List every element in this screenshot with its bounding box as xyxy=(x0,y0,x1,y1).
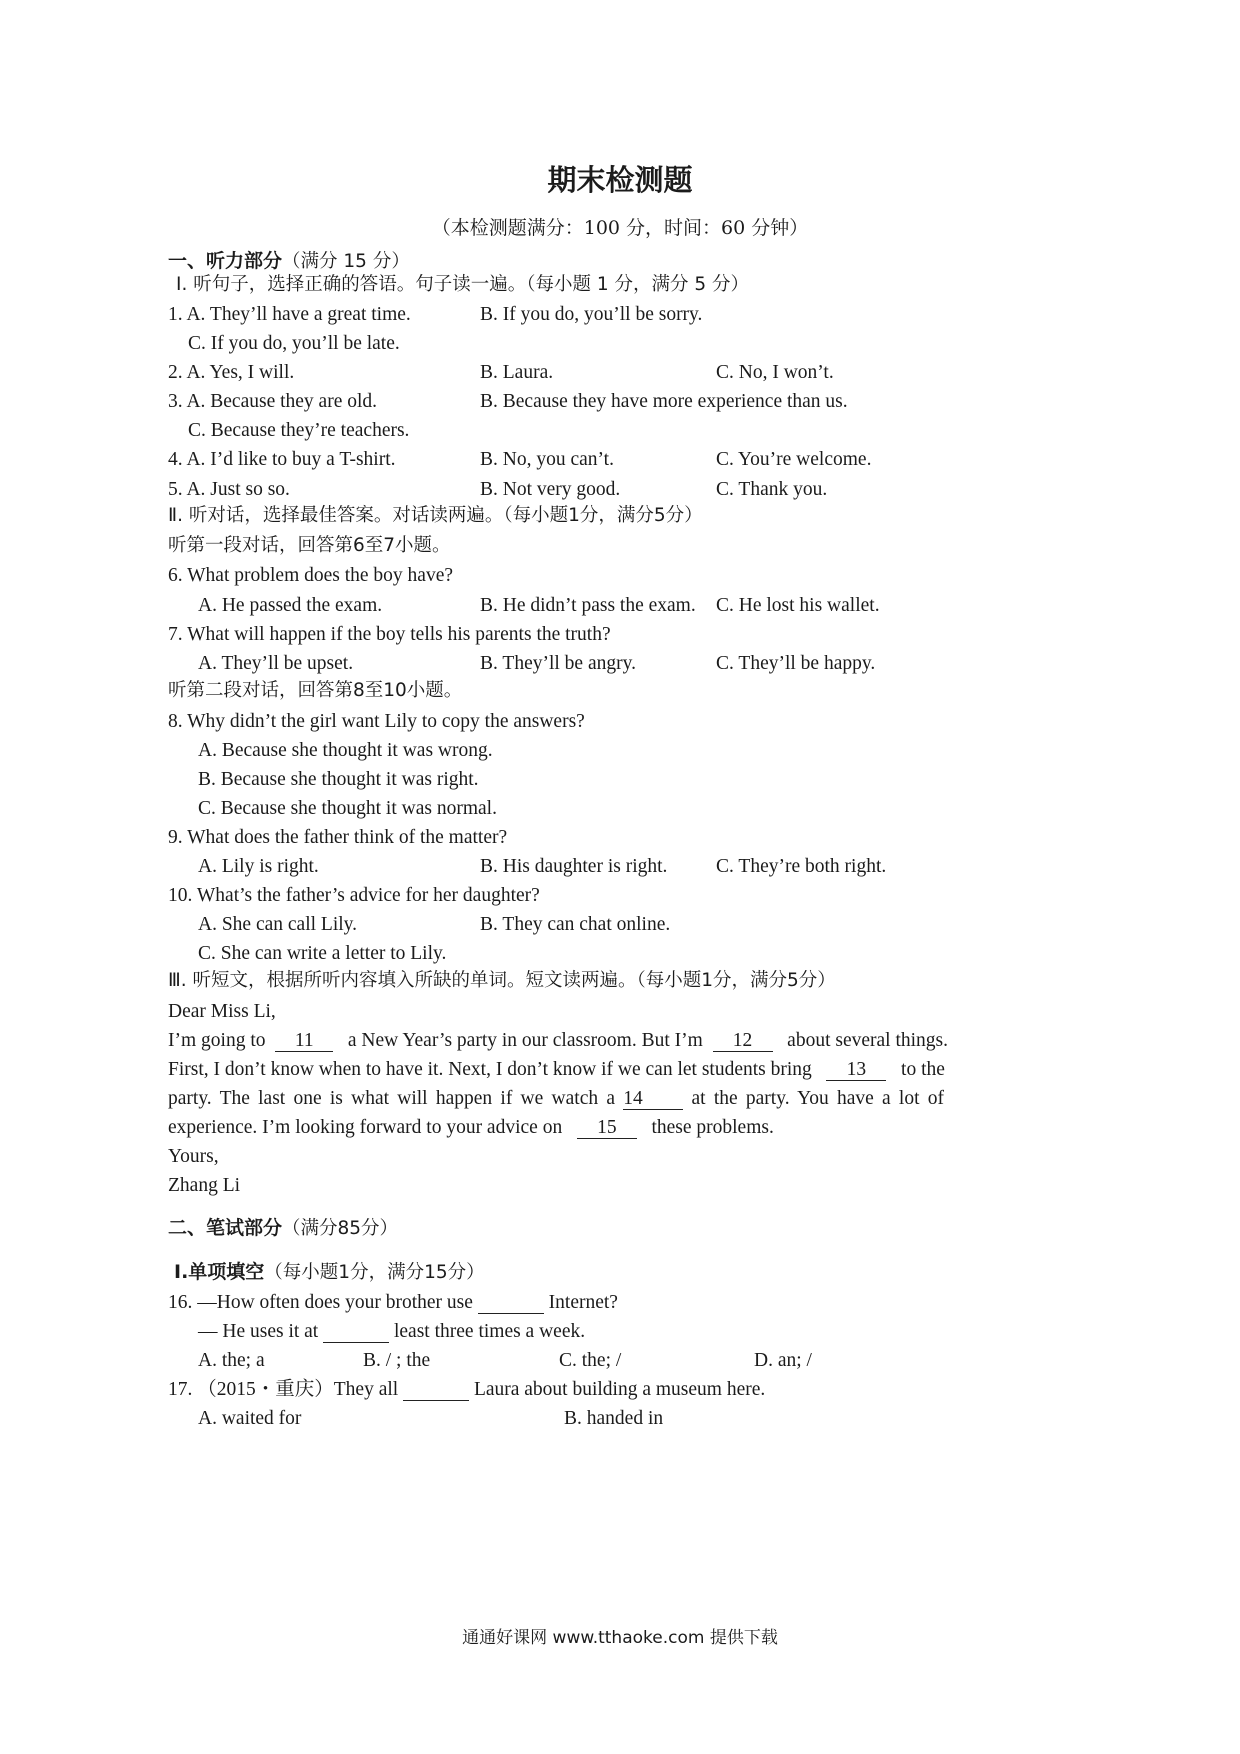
written-part1-heading-text: Ⅰ.单项填空 xyxy=(174,1261,265,1283)
letter-line-4 xyxy=(168,1118,774,1139)
q3-num-a xyxy=(168,392,377,412)
q7-question: 7. What will happen if the boy tells his parents the truth? xyxy=(168,624,611,645)
q7-option-a: A. They’ll be upset. xyxy=(198,653,354,674)
blank-14[interactable]: 14 xyxy=(623,1089,683,1110)
letter-signature: Zhang Li xyxy=(168,1175,241,1196)
letter-line-2 xyxy=(168,1060,945,1081)
q7-option-b: B. They’ll be angry. xyxy=(480,653,636,674)
q17-text: Laura about building a museum here. xyxy=(473,1379,766,1400)
q5-num-a xyxy=(168,480,290,500)
letter-greeting: Dear Miss Li, xyxy=(168,1001,276,1022)
page-subtitle: （本检测题满分：100 分，时间：60 分钟） xyxy=(431,217,809,239)
blank-15[interactable]: 15 xyxy=(577,1118,637,1139)
q8-option-b: B. Because she thought it was right. xyxy=(198,769,479,790)
letter-text: party. The last one is what will happen if we watch a xyxy=(168,1088,616,1109)
q16-text: — He uses it at xyxy=(198,1321,319,1342)
letter-line-1 xyxy=(168,1031,948,1052)
written-heading-text: 二、笔试部分 xyxy=(168,1217,283,1239)
letter-text: these problems. xyxy=(651,1117,774,1138)
q16-option-c: C. the; / xyxy=(559,1350,622,1371)
q2-num-a xyxy=(168,363,294,383)
q16-option-d: D. an; / xyxy=(754,1350,812,1371)
q6-question: 6. What problem does the boy have? xyxy=(168,565,454,586)
page-title: 期末检测题 xyxy=(547,163,693,197)
q5-option-b: B. Not very good. xyxy=(480,479,621,500)
q17-option-a: A. waited for xyxy=(198,1408,302,1429)
q16-text: Internet? xyxy=(548,1292,618,1313)
q1-option-c: C. If you do, you’ll be late. xyxy=(188,333,400,354)
written-part1-heading xyxy=(174,1263,485,1283)
q9-option-a: A. Lily is right. xyxy=(198,856,319,877)
q1-num: 1. xyxy=(168,304,183,325)
q8-option-a: A. Because she thought it was wrong. xyxy=(198,740,493,761)
q1-option-b: B. If you do, you’ll be sorry. xyxy=(480,304,703,325)
q2-option-a: A. Yes, I will. xyxy=(186,362,295,383)
q8-question: 8. Why didn’t the girl want Lily to copy the answers? xyxy=(168,711,585,732)
listening-heading-note: （满分 15 分） xyxy=(282,251,410,272)
q4-num: 4. xyxy=(168,449,183,470)
q10-option-c: C. She can write a letter to Lily. xyxy=(198,943,447,964)
q16-text: 16. —How often does your brother use xyxy=(168,1292,473,1313)
q9-question: 9. What does the father think of the matter? xyxy=(168,827,508,848)
q2-option-c: C. No, I won’t. xyxy=(716,362,834,383)
q9-option-c: C. They’re both right. xyxy=(716,856,887,877)
letter-text: to the xyxy=(901,1059,945,1080)
q3-option-b: B. Because they have more experience than us. xyxy=(480,391,848,412)
letter-text: at the party. You have a lot of xyxy=(691,1088,945,1109)
blank-16a[interactable] xyxy=(478,1293,544,1314)
q3-option-c: C. Because they’re teachers. xyxy=(188,420,410,441)
q2-num: 2. xyxy=(168,362,183,383)
q2-option-b: B. Laura. xyxy=(480,362,554,383)
q5-num: 5. xyxy=(168,479,183,500)
q10-option-a: A. She can call Lily. xyxy=(198,914,358,935)
q9-option-b: B. His daughter is right. xyxy=(480,856,668,877)
q3-option-a: A. Because they are old. xyxy=(186,391,378,412)
q1-option-a: A. They’ll have a great time. xyxy=(186,304,411,325)
part1-heading: Ⅰ. 听句子，选择正确的答语。句子读一遍。（每小题 1 分，满分 5 分） xyxy=(176,274,750,295)
blank-12[interactable]: 12 xyxy=(713,1031,773,1052)
q1-num-a xyxy=(168,305,411,325)
part3-heading: Ⅲ. 听短文，根据所听内容填入所缺的单词。短文读两遍。（每小题1分，满分5分） xyxy=(168,970,836,991)
q17-option-b: B. handed in xyxy=(564,1408,664,1429)
q16-option-a: A. the; a xyxy=(198,1350,265,1371)
blank-17[interactable] xyxy=(403,1380,469,1401)
letter-text: First, I don’t know when to have it. Next, I don’t know if we can let students bring xyxy=(168,1059,812,1080)
letter-line-3 xyxy=(168,1089,944,1110)
letter-text: a New Year’s party in our classroom. But I’m xyxy=(347,1030,703,1051)
q6-option-b: B. He didn’t pass the exam. xyxy=(480,595,696,616)
dialog1-intro: 听第一段对话，回答第6至7小题。 xyxy=(168,535,451,556)
q5-option-c: C. Thank you. xyxy=(716,479,828,500)
part2-heading: Ⅱ. 听对话，选择最佳答案。对话读两遍。（每小题1分，满分5分） xyxy=(168,505,703,526)
q4-option-b: B. No, you can’t. xyxy=(480,449,614,470)
q4-option-a: A. I’d like to buy a T-shirt. xyxy=(186,449,396,470)
q4-option-c: C. You’re welcome. xyxy=(716,449,872,470)
letter-closing: Yours, xyxy=(168,1146,219,1167)
written-heading xyxy=(168,1219,398,1239)
letter-text: about several things. xyxy=(787,1030,949,1051)
q16-line-1 xyxy=(168,1293,618,1314)
q16-text: least three times a week. xyxy=(393,1321,586,1342)
q17-text: 17. （2015・重庆）They all xyxy=(168,1379,399,1400)
q16-option-b: B. / ; the xyxy=(363,1350,431,1371)
q6-option-a: A. He passed the exam. xyxy=(198,595,383,616)
listening-heading-text: 一、听力部分 xyxy=(168,250,283,272)
listening-heading xyxy=(168,252,410,272)
q17-line-1 xyxy=(168,1380,765,1401)
q10-option-b: B. They can chat online. xyxy=(480,914,671,935)
page-footer: 通通好课网 www.tthaoke.com 提供下载 xyxy=(462,1628,778,1648)
q8-option-c: C. Because she thought it was normal. xyxy=(198,798,497,819)
q5-option-a: A. Just so so. xyxy=(186,479,290,500)
q10-question: 10. What’s the father’s advice for her daughter? xyxy=(168,885,540,906)
blank-11[interactable]: 11 xyxy=(275,1031,333,1052)
written-heading-note: （满分85分） xyxy=(282,1218,399,1239)
blank-13[interactable]: 13 xyxy=(826,1060,886,1081)
q6-option-c: C. He lost his wallet. xyxy=(716,595,880,616)
q3-num: 3. xyxy=(168,391,183,412)
letter-text: I’m going to xyxy=(168,1030,266,1051)
q4-num-a xyxy=(168,450,396,470)
written-part1-heading-note: （每小题1分，满分15分） xyxy=(264,1262,485,1283)
q16-line-2 xyxy=(198,1322,585,1343)
blank-16b[interactable] xyxy=(323,1322,389,1343)
letter-text: experience. I’m looking forward to your advice on xyxy=(168,1117,563,1138)
q7-option-c: C. They’ll be happy. xyxy=(716,653,876,674)
dialog2-intro: 听第二段对话，回答第8至10小题。 xyxy=(168,680,463,701)
